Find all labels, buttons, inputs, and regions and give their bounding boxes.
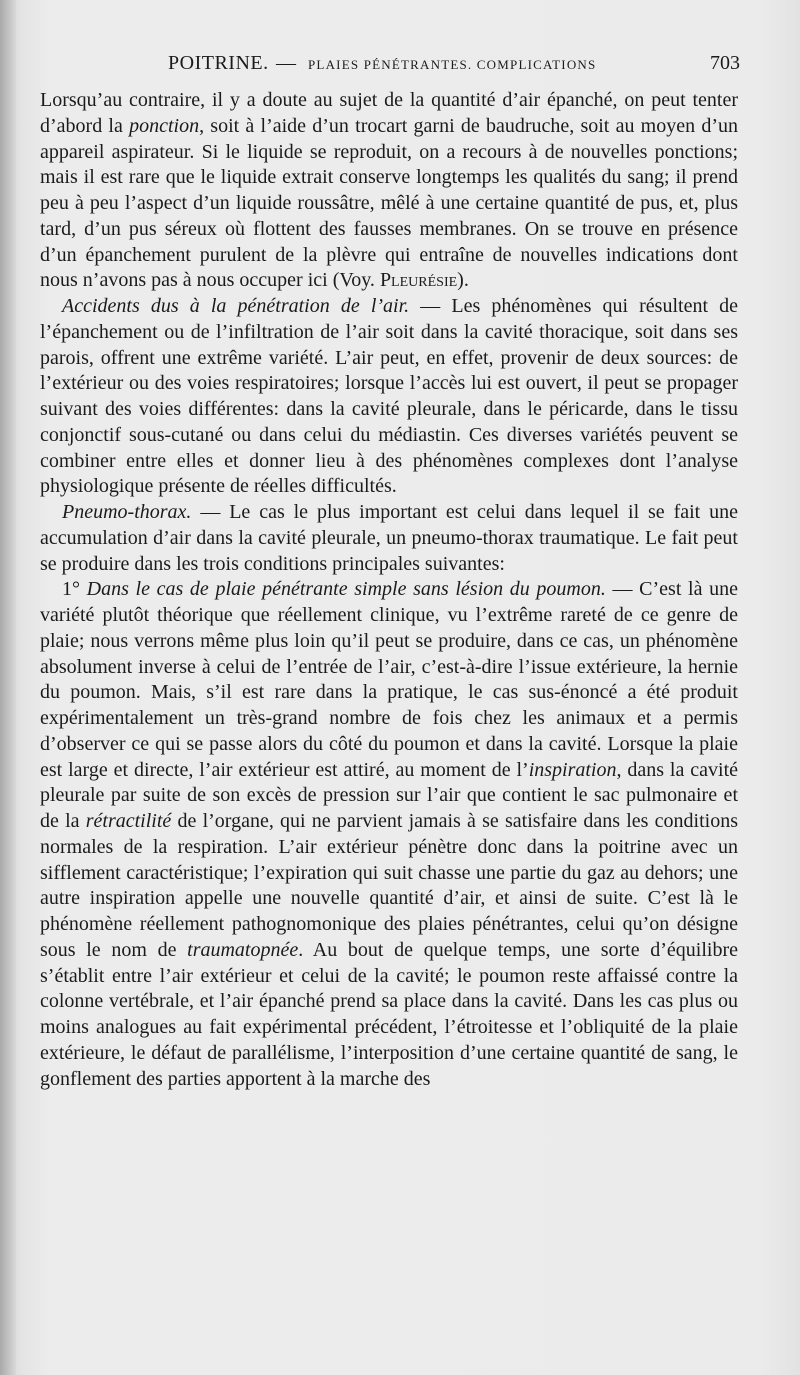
paragraph-ponction: Lorsqu’au contraire, il y a doute au sujet de la quantité d’air épanché, on peut tenter d’abord la ponction, soit à l’aide d’un trocart garni de baudruche, soit au moyen d’un appareil aspirateur. Si le liquide se reproduit, on a recours à de nouvelles ponctions; mais il est rare que le liquide extrait conserve longtemps les qualités du sang; il prend peu à peu l’aspect d’un liquide roussâtre, mêlé à une certaine quantité de pus, et, plus tard, d’un pus séreux où flottent des fausses membranes. On se trouve en présence d’un épanchement purulent de la plèvre qui entraîne de nouvelles indications dont nous n’avons pas à nous occuper ici (Voy. Pleurésie). <box>40 89 738 292</box>
case-heading: Dans le cas de plaie pénétrante simple sans lésion du poumon. <box>86 578 606 601</box>
running-header <box>40 52 740 82</box>
header-dash: — <box>276 52 296 74</box>
list-number: 1° <box>62 578 87 601</box>
page-number: 703 <box>710 52 740 74</box>
paragraph-case-1: 1° Dans le cas de plaie pénétrante simple sans lésion du poumon. — C’est là une variété plutôt théorique que réellement clinique, vu l’extrême rareté de ce genre de plaie; nous verrons même plus loin qu’il peut se produire, dans ce cas, un phénomène absolument inverse à celui de l’entrée de l’air, c’est-à-dire l’issue extérieure, la hernie du poumon. Mais, s’il est rare dans la pratique, le cas sus-énoncé a été produit expérimentalement un très-grand nombre de fois chez les animaux et a permis d’observer ce qui se passe alors du côté du poumon et dans la cavité. Lorsque la plaie est large et directe, l’air extérieur est attiré, au moment de l’inspiration, dans la cavité pleurale par suite de son excès de pression sur l’air que contient le sac pulmonaire et de la rétractilité de l’organe, qui ne parvient jamais à se satisfaire dans les conditions normales de la respiration. L’air extérieur pénètre donc dans la poitrine avec un sifflement caractéristique; l’expiration qui suit chasse une partie du gaz au dehors; une autre inspiration appelle une nouvelle quantité d’air, et ainsi de suite. C’est là le phénomène réellement pathognomonique des plaies pénétrantes, celui qu’on désigne sous le nom de traumatopnée. Au bout de quelque temps, une sorte d’équilibre s’établit entre l’air extérieur et celui de la cavité; le poumon reste affaissé contre la colonne vertébrale, et l’air épanché prend sa place dans la cavité. Dans les cas plus ou moins analogues au fait expérimental précédent, l’étroitesse et l’obliquité de la plaie extérieure, le défaut de parallélisme, l’interposition d’une certaine quantité de sang, le gonflement des parties apportent à la marche des <box>40 578 739 1090</box>
paragraph-pneumothorax: Pneumo-thorax. — Le cas le plus important est celui dans lequel il se fait une accumulation d’air dans la cavité pleurale, un pneumo-thorax traumatique. Le fait peut se produire dans les trois conditions principales suivantes: <box>40 501 738 575</box>
section-heading-pneumothorax: Pneumo-thorax. <box>62 501 192 523</box>
term-ponction: ponction <box>129 114 200 137</box>
paragraph-accidents-air: Accidents dus à la pénétration de l’air. — Les phénomènes qui résultent de l’épanchement ou de l’infiltration de l’air soit dans la cavité thoracique, soit dans ses parois, offrent une extrême variété. L’air peut, en effet, provenir de deux sources: de l’extérieur ou des voies respiratoires; lorsque l’accès lui est ouvert, il peut se propager suivant des voies différentes: dans la cavité pleurale, dans le péricarde, dans le tissu conjonctif sous-cutané ou dans celui du médiastin. Ces diverses variétés peuvent se combiner entre elles et donner lieu à des phénomènes complexes dont l’analyse physiologique présente de réelles difficultés. <box>40 295 738 498</box>
body-text <box>40 88 738 1092</box>
section-heading-accidents: Accidents dus à la pénétration de l’air. <box>62 295 410 317</box>
book-spine-shadow <box>0 0 16 1375</box>
header-subtitle: PLAIES PÉNÉTRANTES. COMPLICATIONS <box>308 57 597 72</box>
term-inspiration: inspiration <box>528 758 617 781</box>
cross-reference-pleuresie: Pleurésie <box>379 269 458 292</box>
header-title: POITRINE. <box>168 52 269 74</box>
term-traumatopnee: traumatopnée <box>187 938 299 961</box>
term-retractilite: rétractilité <box>85 810 172 832</box>
